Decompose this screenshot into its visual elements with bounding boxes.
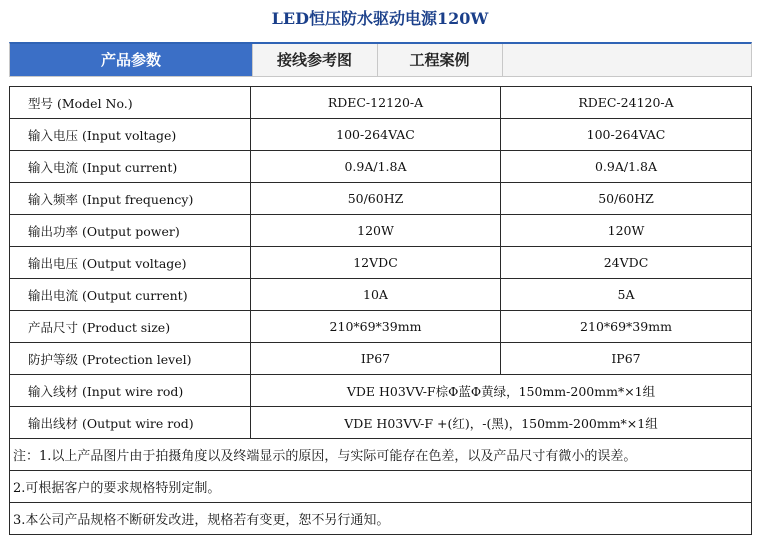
row-label-output-power: 输出功率 (Output power) [10,215,251,247]
input-frequency-value-2: 50/60HZ [501,183,752,215]
row-label-model: 型号 (Model No.) [10,87,251,119]
output-current-value-2: 5A [501,279,752,311]
table-row [10,407,752,439]
table-row [10,151,752,183]
row-label-product-size: 产品尺寸 (Product size) [10,311,251,343]
table-row [10,439,752,471]
input-current-value-1: 0.9A/1.8A [251,151,501,183]
table-row [10,183,752,215]
tab-product-params[interactable]: 产品参数 [10,44,253,76]
input-current-value-2: 0.9A/1.8A [501,151,752,183]
input-voltage-value-1: 100-264VAC [251,119,501,151]
row-label-output-wire: 输出线材 (Output wire rod) [10,407,251,439]
note-1: 注：1.以上产品图片由于拍摄角度以及终端显示的原因，与实际可能存在色差，以及产品尺寸有微小的误差。 [10,439,752,471]
protection-level-value-1: IP67 [251,343,501,375]
output-voltage-value-1: 12VDC [251,247,501,279]
table-row [10,471,752,503]
row-label-protection-level: 防护等级 (Protection level) [10,343,251,375]
input-voltage-value-2: 100-264VAC [501,119,752,151]
tab-bar [9,42,752,77]
input-wire-value: VDE H03VV-F棕Φ蓝Φ黄绿，150mm-200mm*×1组 [251,375,752,407]
input-frequency-value-1: 50/60HZ [251,183,501,215]
table-row [10,343,752,375]
spec-table [9,86,752,535]
row-label-output-voltage: 输出电压 (Output voltage) [10,247,251,279]
tab-project-cases[interactable]: 工程案例 [377,44,503,76]
output-voltage-value-2: 24VDC [501,247,752,279]
product-size-value-1: 210*69*39mm [251,311,501,343]
output-wire-value: VDE H03VV-F +(红)，-(黑)，150mm-200mm*×1组 [251,407,752,439]
output-power-value-1: 120W [251,215,501,247]
protection-level-value-2: IP67 [501,343,752,375]
table-row [10,279,752,311]
table-row [10,87,752,119]
model-value-1: RDEC-12120-A [251,87,501,119]
table-row [10,119,752,151]
row-label-output-current: 输出电流 (Output current) [10,279,251,311]
output-power-value-2: 120W [501,215,752,247]
table-row [10,503,752,535]
table-row [10,247,752,279]
row-label-input-voltage: 输入电压 (Input voltage) [10,119,251,151]
row-label-input-current: 输入电流 (Input current) [10,151,251,183]
row-label-input-wire: 输入线材 (Input wire rod) [10,375,251,407]
table-row [10,215,752,247]
table-row [10,311,752,343]
note-2: 2.可根据客户的要求规格特别定制。 [10,471,752,503]
table-row [10,375,752,407]
output-current-value-1: 10A [251,279,501,311]
product-size-value-2: 210*69*39mm [501,311,752,343]
page-title: LED恒压防水驱动电源120W [271,9,489,28]
row-label-input-frequency: 输入频率 (Input frequency) [10,183,251,215]
note-3: 3.本公司产品规格不断研发改进，规格若有变更，恕不另行通知。 [10,503,752,535]
tab-wiring-diagram[interactable]: 接线参考图 [252,44,378,76]
model-value-2: RDEC-24120-A [501,87,752,119]
